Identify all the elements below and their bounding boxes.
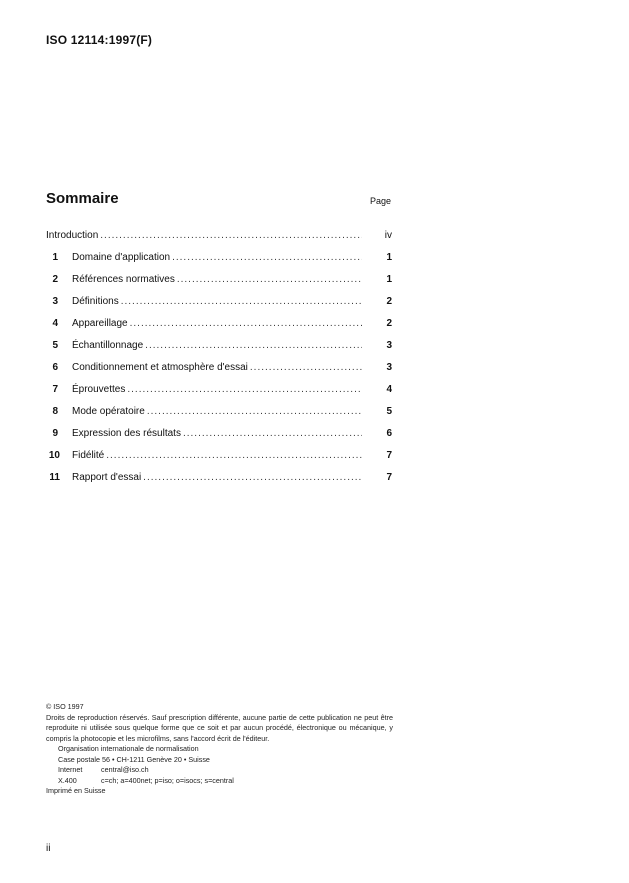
dot-leader <box>177 269 362 291</box>
toc-entry-number: 2 <box>52 274 58 285</box>
toc-entry[interactable] <box>46 313 392 335</box>
toc-entry[interactable] <box>46 335 392 357</box>
copyright-notice: © ISO 1997 <box>46 702 84 711</box>
page-column-header: Page <box>370 196 392 206</box>
toc-entry-label: Domaine d'application <box>72 252 171 263</box>
dot-leader <box>106 445 362 467</box>
toc-title: Sommaire <box>46 190 119 207</box>
toc-entry[interactable] <box>46 379 392 401</box>
toc-entry-page: 7 <box>386 472 392 483</box>
toc-entry-number: 5 <box>52 340 58 351</box>
toc-entry-label: Fidélité <box>72 450 105 461</box>
page-number: ii <box>46 843 51 854</box>
internet-contact <box>46 765 393 776</box>
toc-entry[interactable] <box>46 291 392 313</box>
toc-entry-label: Éprouvettes <box>72 384 126 395</box>
toc-entry-page: 5 <box>386 406 392 417</box>
dot-leader <box>143 467 362 489</box>
toc-entry-page: 1 <box>386 252 392 263</box>
internet-key: Internet <box>58 765 83 774</box>
internet-value[interactable]: central@iso.ch <box>101 765 149 774</box>
toc-entry-number: 6 <box>52 362 58 373</box>
toc-entry-page: 2 <box>386 296 392 307</box>
toc-entry-label: Appareillage <box>72 318 128 329</box>
dot-leader <box>127 379 362 401</box>
toc-entry-number: 1 <box>52 252 58 263</box>
toc-entry-page: 1 <box>386 274 392 285</box>
toc-entry-label: Rapport d'essai <box>72 472 142 483</box>
toc-entry[interactable] <box>46 357 392 379</box>
toc-entry-page: 6 <box>386 428 392 439</box>
dot-leader <box>130 313 362 335</box>
postal-address: Case postale 56 • CH-1211 Genève 20 • Suisse <box>58 754 210 764</box>
toc-entry[interactable] <box>46 401 392 423</box>
dot-leader <box>250 357 362 379</box>
toc-entry-page: 2 <box>386 318 392 329</box>
dot-leader <box>172 247 362 269</box>
toc-entry-number: 11 <box>49 472 60 483</box>
toc-entry[interactable] <box>46 445 392 467</box>
toc-entry[interactable] <box>46 269 392 291</box>
rights-statement: Droits de reproduction réservés. Sauf prescription différente, aucune partie de cette publication ne peut être reproduite ni utilisée sous quelque forme que ce soit et par aucun procédé, électronique ou mécanique, y compris la photocopie et les microfilms, sans l'accord écrit de l'éditeur. <box>46 712 393 743</box>
toc-entry-number: 10 <box>48 450 60 461</box>
dot-leader <box>121 291 362 313</box>
x400-contact <box>46 776 393 787</box>
toc-entry-page: 3 <box>386 340 392 351</box>
toc-entry-page: iv <box>384 230 392 241</box>
x400-value: c=ch; a=400net; p=iso; o=isocs; s=central <box>101 775 234 785</box>
dot-leader <box>145 335 362 357</box>
toc-entry-label: Références normatives <box>72 274 175 285</box>
printed-in: Imprimé en Suisse <box>46 786 106 795</box>
toc-entry-page: 4 <box>386 384 392 395</box>
toc-entry-label: Conditionnement et atmosphère d'essai <box>72 362 248 373</box>
toc-entry-label: Expression des résultats <box>72 428 181 439</box>
table-of-contents <box>46 225 392 489</box>
toc-entry[interactable] <box>46 467 392 489</box>
dot-leader <box>100 225 362 247</box>
toc-entry-number: 8 <box>52 406 58 417</box>
toc-entry-introduction[interactable] <box>46 225 392 247</box>
x400-key: X.400 <box>58 775 77 785</box>
toc-entry-number: 4 <box>52 318 58 329</box>
toc-entry-number: 3 <box>52 296 58 307</box>
toc-entry[interactable] <box>46 247 392 269</box>
toc-entry-page: 3 <box>386 362 392 373</box>
toc-entry-label: Échantillonnage <box>72 340 144 351</box>
toc-entry-label: Introduction <box>46 230 99 241</box>
organization-name: Organisation internationale de normalisation <box>58 744 199 753</box>
document-id: ISO 12114:1997(F) <box>46 33 153 47</box>
toc-entry[interactable] <box>46 423 392 445</box>
dot-leader <box>147 401 362 423</box>
toc-entry-label: Mode opératoire <box>72 406 145 417</box>
toc-entry-label: Définitions <box>72 296 119 307</box>
copyright-block <box>46 702 393 797</box>
dot-leader <box>183 423 362 445</box>
toc-entry-number: 9 <box>52 428 58 439</box>
toc-entry-page: 7 <box>386 450 392 461</box>
toc-entry-number: 7 <box>52 384 58 395</box>
